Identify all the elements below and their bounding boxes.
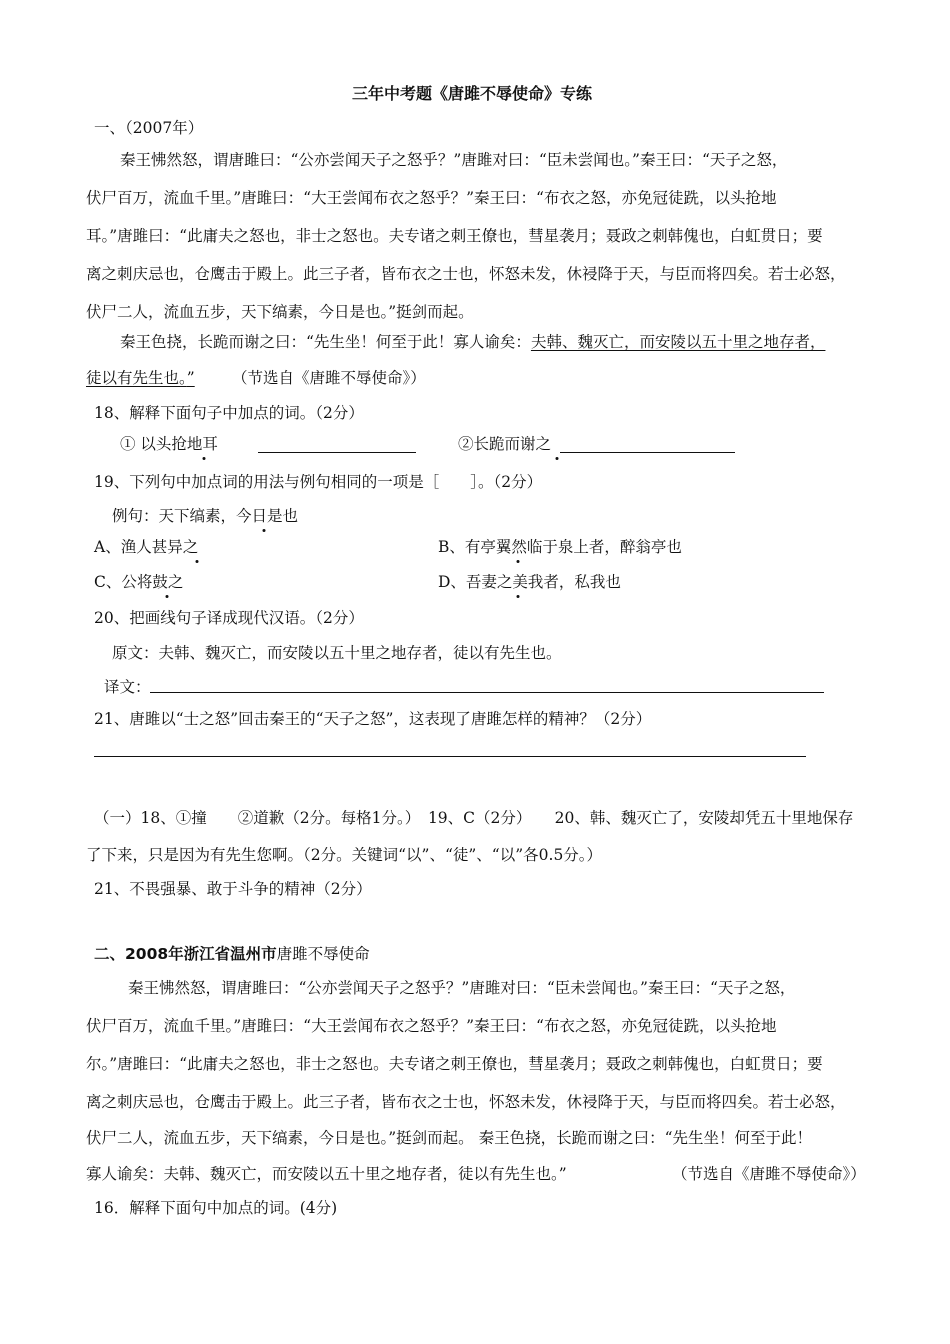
passage-1-line: 伏尸二人，流血五步，天下缟素，今日是也。”挺剑而起。	[86, 303, 474, 321]
question-20: 20、把画线句子译成现代汉语。（2分）	[94, 609, 364, 627]
passage-2-line: 伏尸二人，流血五步，天下缟素，今日是也。”挺剑而起。 秦王色挠，长跪而谢之曰：“先生坐！何至于此！	[86, 1129, 813, 1147]
underlined-sentence: 夫韩、魏灭亡，而安陵以五十里之地存者，	[530, 333, 826, 351]
passage-2-line: 离之刺庆忌也，仓鹰击于殿上。此三子者，皆布衣之士也，怀怒未发，休祲降于天，与臣而将四矣。若士必怒，	[86, 1093, 846, 1111]
question-18-item-a: ① 以头抢地耳	[120, 435, 218, 453]
option-d: D、吾妻之美我者，私我也	[438, 573, 621, 591]
answer-blank[interactable]	[560, 452, 735, 453]
passage-1-line: 秦王怫然怒，谓唐雎曰：“公亦尝闻天子之怒乎？”唐雎对曰：“臣未尝闻也。”秦王曰：“天子之怒，	[120, 151, 788, 169]
passage-1-line	[120, 332, 825, 352]
emphasis-dot	[197, 454, 211, 455]
translation-answer-line[interactable]	[150, 692, 824, 693]
answer-line[interactable]	[94, 756, 806, 757]
answer-key-line: 了下来，只是因为有先生您啊。（2分。关键词“以”、“徒”、“以”各0.5分。）	[86, 846, 603, 864]
emphasis-dot	[190, 557, 204, 558]
passage-1-line: 伏尸百万，流血千里。”唐雎曰：“大王尝闻布衣之怒乎？”秦王曰：“布衣之怒，亦免冠徒跣，以头抢地	[86, 189, 777, 207]
passage-1-line: 离之刺庆忌也，仓鹰击于殿上。此三子者，皆布衣之士也，怀怒未发，休祲降于天，与臣而将四矣。若士必怒，	[86, 265, 846, 283]
passage-2-line: 秦王怫然怒，谓唐雎曰：“公亦尝闻天子之怒乎？”唐雎对曰：“臣未尝闻也。”秦王曰：“天子之怒，	[128, 979, 796, 997]
passage-2-line: 尔。”唐雎曰：“此庸夫之怒也，非士之怒也。夫专诸之刺王僚也，彗星袭月；聂政之刺韩傀也，白虹贯日；要	[86, 1055, 823, 1073]
section-2-heading: 二、2008年浙江省温州市唐雎不辱使命	[94, 945, 370, 963]
question-16: 16．解释下面句中加点的词。(4分)	[94, 1199, 338, 1217]
passage-1-line: 耳。”唐雎曰：“此庸夫之怒也，非士之怒也。夫专诸之刺王僚也，彗星袭月；聂政之刺韩傀也，白虹贯日；要	[86, 227, 823, 245]
source-note: （节选自《唐雎不辱使命》）	[232, 369, 426, 387]
emphasis-dot	[160, 592, 174, 593]
passage-1-text: 秦王色挠，长跪而谢之曰：“先生坐！何至于此！寡人谕矣：	[120, 333, 531, 351]
translation-label: 译文：	[104, 678, 151, 696]
emphasis-dot	[511, 592, 525, 593]
passage-1-line	[86, 368, 195, 388]
answer-blank[interactable]	[258, 452, 416, 453]
answer-key-line: 21、不畏强暴、敢于斗争的精神（2分）	[94, 880, 372, 898]
section-1-heading: 一、（2007年）	[94, 119, 204, 137]
question-20-original: 原文：夫韩、魏灭亡，而安陵以五十里之地存者，徒以有先生也。	[112, 644, 562, 662]
emphasis-dot	[511, 557, 525, 558]
underlined-sentence: 徒以有先生也。”	[86, 369, 195, 387]
page-title: 三年中考题《唐雎不辱使命》专练	[352, 84, 593, 103]
option-c: C、公将鼓之	[94, 573, 184, 591]
question-19-example: 例句：天下缟素，今日是也	[112, 507, 299, 525]
question-19: 19、下列句中加点词的用法与例句相同的一项是［ ］。（2分）	[94, 473, 543, 491]
question-18-item-b: ②长跪而谢之	[458, 435, 552, 453]
source-note: （节选自《唐雎不辱使命》）	[672, 1165, 866, 1183]
passage-2-line: 伏尸百万，流血千里。”唐雎曰：“大王尝闻布衣之怒乎？”秦王曰：“布衣之怒，亦免冠徒跣，以头抢地	[86, 1017, 777, 1035]
answer-key-line: （一）18、①撞 ②道歉（2分。每格1分。） 19、C（2分） 20、韩、魏灭亡了，安陵却凭五十里地保存	[94, 809, 854, 827]
passage-2-line: 寡人谕矣：夫韩、魏灭亡，而安陵以五十里之地存者，徒以有先生也。”	[86, 1165, 567, 1183]
question-18: 18、解释下面句子中加点的词。（2分）	[94, 404, 364, 422]
emphasis-dot	[550, 454, 564, 455]
option-b: B、有亭翼然临于泉上者，醉翁亭也	[438, 538, 682, 556]
question-21: 21、唐雎以“士之怒”回击秦王的“天子之怒”，这表现了唐雎怎样的精神？（2分）	[94, 710, 652, 728]
option-a: A、渔人甚异之	[94, 538, 199, 556]
emphasis-dot	[257, 526, 271, 527]
